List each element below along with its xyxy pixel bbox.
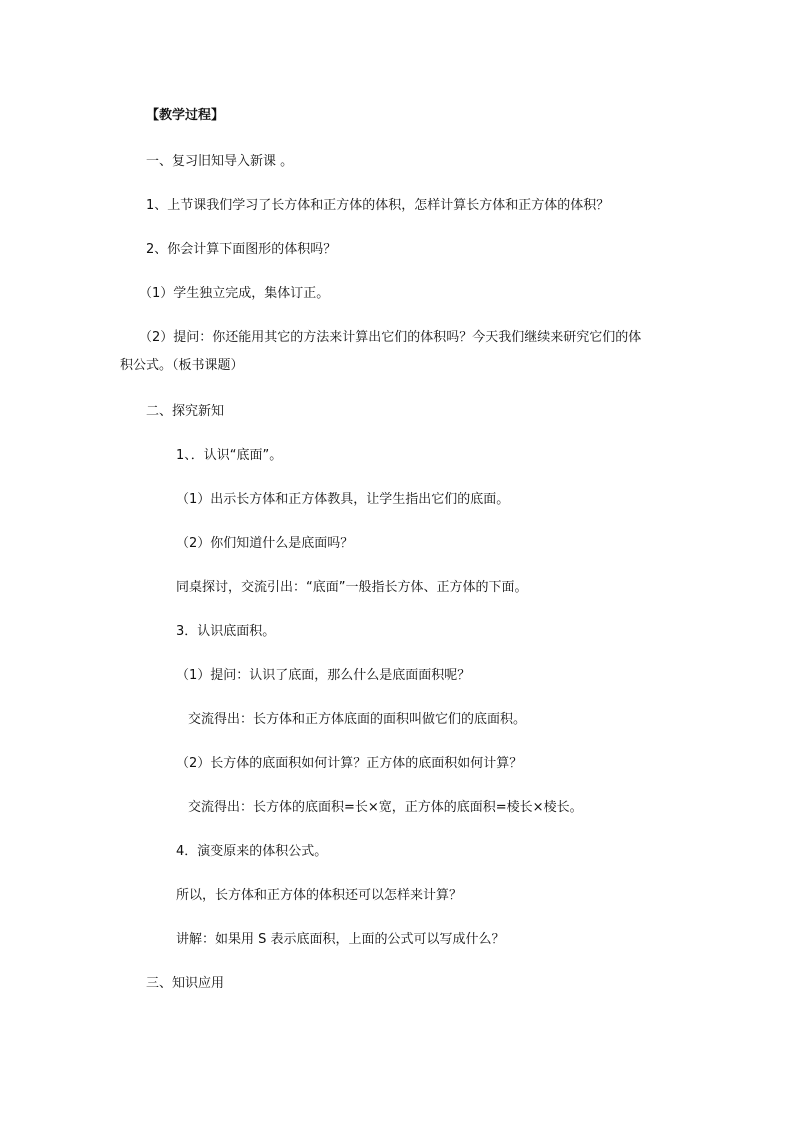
part2-item3: 3．认识底面积。 (176, 624, 276, 639)
part2-item3-sub2: （2）长方体的底面积如何计算？正方体的底面积如何计算？ (176, 756, 523, 771)
part2-item4-q2: 讲解：如果用 S 表示底面积，上面的公式可以写成什么？ (176, 932, 505, 947)
part2-item4-q1: 所以，长方体和正方体的体积还可以怎样来计算？ (176, 888, 463, 903)
part2-item1-sub2: （2）你们知道什么是底面吗？ (176, 536, 354, 551)
part2-item4: 4．演变原来的体积公式。 (176, 844, 328, 859)
part3-heading: 三、知识应用 (146, 976, 225, 991)
part1-sub2-line1: （2）提问：你还能用其它的方法来计算出它们的体积吗？今天我们继续来研究它们的体 (139, 330, 642, 345)
part2-item1: 1、．认识“底面”。 (176, 448, 283, 463)
part1-item2: 2、你会计算下面图形的体积吗？ (146, 242, 337, 257)
part1-sub1: （1）学生独立完成，集体订正。 (139, 286, 330, 301)
part2-item1-sub1: （1）出示长方体和正方体教具，让学生指出它们的底面。 (176, 492, 510, 507)
part2-item3-sub2-answer: 交流得出：长方体的底面积=长×宽，正方体的底面积=棱长×棱长。 (188, 800, 583, 815)
part1-heading: 一、复习旧知导入新课 。 (146, 154, 294, 169)
part2-item3-sub1: （1）提问：认识了底面，那么什么是底面面积呢？ (176, 668, 471, 683)
section-title: 【教学过程】 (146, 108, 225, 123)
part2-item1-note: 同桌探讨，交流引出：“底面”一般指长方体、正方体的下面。 (176, 580, 528, 595)
part1-sub2-line2: 积公式。（板书课题） (120, 358, 244, 373)
part2-item3-sub1-answer: 交流得出：长方体和正方体底面的面积叫做它们的底面积。 (188, 712, 527, 727)
part1-item1: 1、上节课我们学习了长方体和正方体的体积，怎样计算长方体和正方体的体积？ (146, 198, 610, 213)
part2-heading: 二、探究新知 (146, 404, 225, 419)
